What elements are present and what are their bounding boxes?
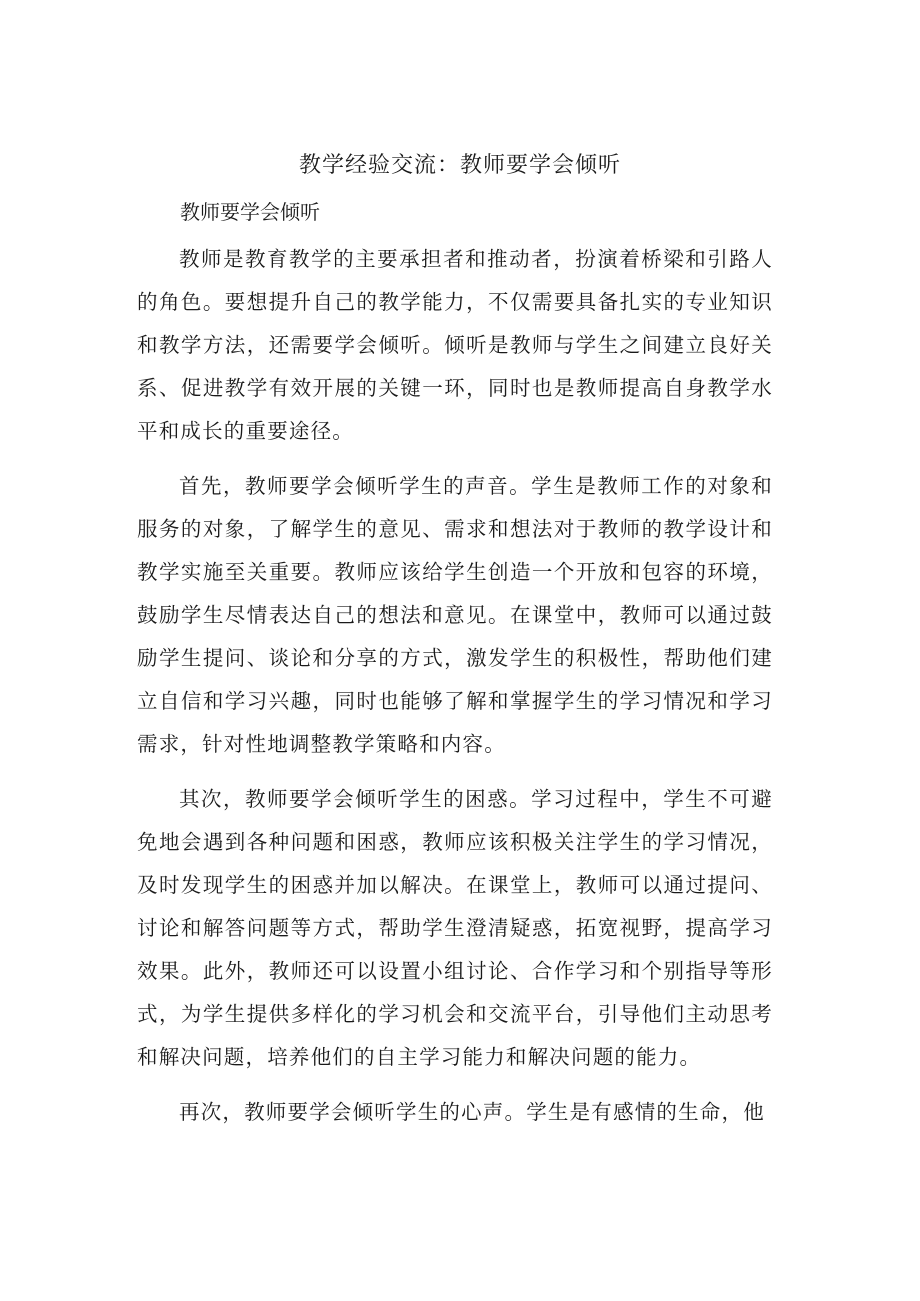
paragraph-first: 首先，教师要学会倾听学生的声音。学生是教师工作的对象和服务的对象，了解学生的意见、需求和想法对于教师的教学设计和教学实施至关重要。教师应该给学生创造一个开放和包容的环境，鼓励学生尽情表达自己的想法和意见。在课堂中，教师可以通过鼓励学生提问、谈论和分享的方式，激发学生的积极性，帮助他们建立自信和学习兴趣，同时也能够了解和掌握学生的学习情况和学习需求，针对性地调整教学策略和内容。 — [137, 474, 773, 756]
document-body — [137, 238, 773, 1146]
document-subtitle: 教师要学会倾听 — [180, 200, 320, 224]
document-title: 教学经验交流：教师要学会倾听 — [298, 153, 621, 178]
paragraph-third: 再次，教师要学会倾听学生的心声。学生是有感情的生命，他 — [179, 1100, 765, 1124]
paragraph-second: 其次，教师要学会倾听学生的困惑。学习过程中，学生不可避免地会遇到各种问题和困惑，教师应该积极关注学生的学习情况，及时发现学生的困惑并加以解决。在课堂上，教师可以通过提问、讨论和解答问题等方式，帮助学生澄清疑惑，拓宽视野，提高学习效果。此外，教师还可以设置小组讨论、合作学习和个别指导等形式，为学生提供多样化的学习机会和交流平台，引导他们主动思考和解决问题，培养他们的自主学习能力和解决问题的能力。 — [137, 787, 773, 1069]
paragraph-intro: 教师是教育教学的主要承担者和推动者，扮演着桥梁和引路人的角色。要想提升自己的教学能力，不仅需要具备扎实的专业知识和教学方法，还需要学会倾听。倾听是教师与学生之间建立良好关系、促进教学有效开展的关键一环，同时也是教师提高自身教学水平和成长的重要途径。 — [137, 247, 773, 443]
